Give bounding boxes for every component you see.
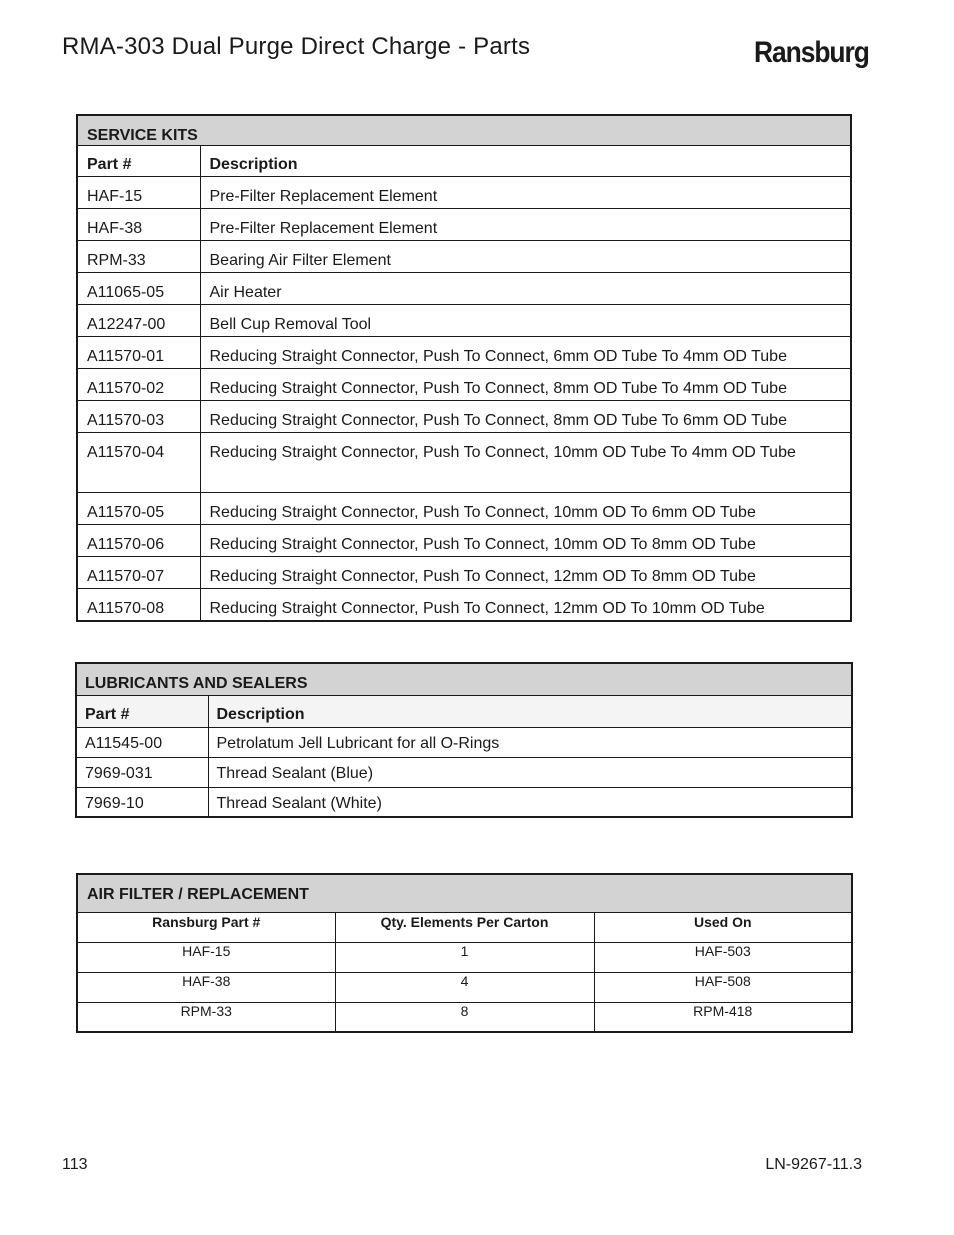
table-row	[76, 727, 852, 757]
part-description: Bell Cup Removal Tool	[200, 305, 851, 337]
table-row	[77, 525, 851, 557]
table-row	[77, 557, 851, 589]
part-number: A12247-00	[77, 305, 200, 337]
page-number: 113	[62, 1156, 88, 1173]
part-number: A11065-05	[77, 273, 200, 305]
column-header-description: Description	[208, 695, 852, 727]
part-description: Air Heater	[200, 273, 851, 305]
part-number: HAF-15	[77, 942, 335, 972]
part-number: A11570-03	[77, 401, 200, 433]
table-row	[77, 177, 851, 209]
table-title: SERVICE KITS	[77, 115, 851, 146]
column-header-part: Part #	[76, 695, 208, 727]
table-row	[77, 401, 851, 433]
document-id: LN-9267-11.3	[765, 1156, 862, 1173]
service-kits-table	[76, 114, 852, 622]
part-description: Reducing Straight Connector, Push To Connect, 10mm OD To 8mm OD Tube	[200, 525, 851, 557]
table-row	[77, 305, 851, 337]
part-number: A11570-05	[77, 493, 200, 525]
qty-per-carton: 4	[335, 972, 594, 1002]
part-number: A11570-02	[77, 369, 200, 401]
part-description: Thread Sealant (Blue)	[208, 757, 852, 787]
part-number: 7969-031	[76, 757, 208, 787]
lubricants-table	[75, 662, 853, 818]
table-row	[77, 972, 852, 1002]
table-row	[76, 787, 852, 817]
table-row	[77, 241, 851, 273]
part-number: A11570-07	[77, 557, 200, 589]
column-header-used-on: Used On	[594, 912, 852, 942]
part-number: HAF-38	[77, 209, 200, 241]
part-number: A11570-04	[77, 433, 200, 493]
part-description: Reducing Straight Connector, Push To Connect, 12mm OD To 10mm OD Tube	[200, 589, 851, 621]
column-header-part: Ransburg Part #	[77, 912, 335, 942]
table-title: LUBRICANTS AND SEALERS	[76, 663, 852, 695]
part-number: RPM-33	[77, 241, 200, 273]
table-row	[77, 209, 851, 241]
part-description: Thread Sealant (White)	[208, 787, 852, 817]
part-description: Pre-Filter Replacement Element	[200, 177, 851, 209]
air-filter-table	[76, 873, 853, 1033]
table-row	[77, 589, 851, 621]
used-on: RPM-418	[594, 1002, 852, 1032]
part-description: Reducing Straight Connector, Push To Connect, 10mm OD To 6mm OD Tube	[200, 493, 851, 525]
part-description: Petrolatum Jell Lubricant for all O-Rings	[208, 727, 852, 757]
table-row	[77, 337, 851, 369]
qty-per-carton: 8	[335, 1002, 594, 1032]
column-header-description: Description	[200, 146, 851, 177]
part-number: RPM-33	[77, 1002, 335, 1032]
part-description: Pre-Filter Replacement Element	[200, 209, 851, 241]
qty-per-carton: 1	[335, 942, 594, 972]
table-row	[77, 942, 852, 972]
part-number: A11545-00	[76, 727, 208, 757]
part-number: A11570-06	[77, 525, 200, 557]
part-description: Reducing Straight Connector, Push To Connect, 6mm OD Tube To 4mm OD Tube	[200, 337, 851, 369]
table-row	[77, 1002, 852, 1032]
part-description: Reducing Straight Connector, Push To Connect, 12mm OD To 8mm OD Tube	[200, 557, 851, 589]
table-row	[77, 273, 851, 305]
part-number: A11570-01	[77, 337, 200, 369]
part-description: Reducing Straight Connector, Push To Connect, 10mm OD Tube To 4mm OD Tube	[200, 433, 851, 493]
part-description: Reducing Straight Connector, Push To Connect, 8mm OD Tube To 6mm OD Tube	[200, 401, 851, 433]
brand-logo: Ransburg	[754, 36, 869, 69]
part-number: HAF-15	[77, 177, 200, 209]
used-on: HAF-503	[594, 942, 852, 972]
column-header-part: Part #	[77, 146, 200, 177]
part-description: Bearing Air Filter Element	[200, 241, 851, 273]
part-number: 7969-10	[76, 787, 208, 817]
table-title: AIR FILTER / REPLACEMENT	[77, 874, 852, 912]
used-on: HAF-508	[594, 972, 852, 1002]
part-number: HAF-38	[77, 972, 335, 1002]
table-row	[77, 369, 851, 401]
page-title: RMA-303 Dual Purge Direct Charge - Parts	[62, 33, 531, 60]
part-number: A11570-08	[77, 589, 200, 621]
table-row	[77, 493, 851, 525]
table-row	[76, 757, 852, 787]
column-header-qty: Qty. Elements Per Carton	[335, 912, 594, 942]
part-description: Reducing Straight Connector, Push To Connect, 8mm OD Tube To 4mm OD Tube	[200, 369, 851, 401]
table-row	[77, 433, 851, 493]
